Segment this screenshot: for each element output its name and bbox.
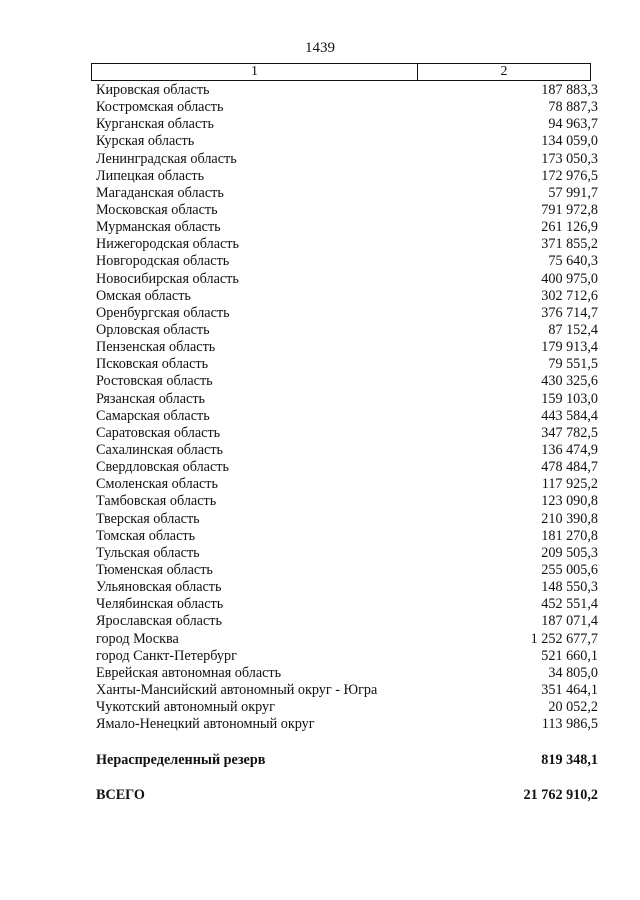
region-name: Томская область	[96, 527, 196, 544]
region-value: 1 252 677,7	[530, 630, 598, 647]
region-name: Ханты-Мансийский автономный округ - Югра	[96, 681, 378, 698]
column-header-1: 1	[92, 64, 418, 80]
region-name: Оренбургская область	[96, 304, 230, 321]
region-name: Ульяновская область	[96, 579, 222, 596]
region-name: Тюменская область	[96, 561, 213, 578]
page-number: 1439	[305, 40, 335, 56]
table-row	[0, 116, 640, 133]
reserve-label: Нераспределенный резерв	[96, 752, 266, 768]
table-row	[0, 271, 640, 288]
region-value: 79 551,5	[548, 356, 598, 373]
region-value: 347 782,5	[541, 424, 598, 441]
region-value: 452 551,4	[541, 596, 598, 613]
region-value: 172 976,5	[541, 167, 598, 184]
region-name: Ростовская область	[96, 373, 213, 390]
region-name: Новосибирская область	[96, 270, 239, 287]
region-name: Чукотский автономный округ	[96, 699, 275, 716]
total-row	[0, 785, 640, 805]
table-row	[0, 168, 640, 185]
region-value: 255 005,6	[541, 561, 598, 578]
region-value: 148 550,3	[541, 579, 598, 596]
region-value: 117 925,2	[541, 476, 598, 493]
table-row	[0, 185, 640, 202]
table-header	[91, 63, 591, 81]
region-value: 159 103,0	[541, 390, 598, 407]
region-value: 187 071,4	[541, 613, 598, 630]
table-row	[0, 493, 640, 510]
region-name: Сахалинская область	[96, 441, 224, 458]
region-value: 443 584,4	[541, 407, 598, 424]
region-value: 173 050,3	[541, 150, 598, 167]
region-name: Тамбовская область	[96, 493, 217, 510]
table-row	[0, 82, 640, 99]
table-row	[0, 133, 640, 150]
table-row	[0, 339, 640, 356]
table-row	[0, 305, 640, 322]
total-value: 21 762 910,2	[523, 787, 598, 803]
region-name: Самарская область	[96, 407, 210, 424]
column-header-2: 2	[500, 64, 508, 79]
region-name: Ленинградская область	[96, 150, 237, 167]
table-row	[0, 99, 640, 116]
region-value: 181 270,8	[541, 527, 598, 544]
table-row	[0, 476, 640, 493]
region-value: 94 963,7	[548, 116, 598, 133]
region-name: Тульская область	[96, 544, 200, 561]
table-row	[0, 373, 640, 390]
region-value: 351 464,1	[541, 681, 598, 698]
table-row	[0, 442, 640, 459]
region-name: Свердловская область	[96, 459, 229, 476]
table-row	[0, 202, 640, 219]
region-name: Курская область	[96, 133, 195, 150]
region-value: 210 390,8	[541, 510, 598, 527]
region-value: 261 126,9	[541, 219, 598, 236]
region-value: 113 986,5	[541, 716, 598, 733]
region-name: Костромская область	[96, 99, 224, 116]
region-value: 134 059,0	[541, 133, 598, 150]
table-body	[0, 82, 640, 733]
region-value: 34 805,0	[548, 664, 598, 681]
region-name: Псковская область	[96, 356, 209, 373]
region-name: Саратовская область	[96, 424, 221, 441]
region-value: 57 991,7	[548, 184, 598, 201]
region-value: 430 325,6	[541, 373, 598, 390]
reserve-row	[0, 750, 640, 770]
table-row	[0, 699, 640, 716]
table-row	[0, 408, 640, 425]
reserve-value: 819 348,1	[541, 752, 598, 768]
region-name: Омская область	[96, 287, 191, 304]
table-row	[0, 322, 640, 339]
table-row	[0, 631, 640, 648]
total-label: ВСЕГО	[96, 787, 145, 803]
table-row	[0, 391, 640, 408]
table-row	[0, 151, 640, 168]
table-row	[0, 253, 640, 270]
region-name: Челябинская область	[96, 596, 224, 613]
table-row	[0, 579, 640, 596]
region-value: 136 474,9	[541, 441, 598, 458]
region-name: Смоленская область	[96, 476, 218, 493]
region-name: Нижегородская область	[96, 236, 239, 253]
table-row	[0, 236, 640, 253]
region-name: Тверская область	[96, 510, 200, 527]
region-name: город Москва	[96, 630, 179, 647]
region-value: 400 975,0	[541, 270, 598, 287]
region-value: 302 712,6	[541, 287, 598, 304]
table-row	[0, 219, 640, 236]
region-value: 87 152,4	[548, 321, 598, 338]
region-value: 376 714,7	[541, 304, 598, 321]
table-row	[0, 288, 640, 305]
region-name: Мурманская область	[96, 219, 221, 236]
region-value: 478 484,7	[541, 459, 598, 476]
table-row	[0, 425, 640, 442]
table-row	[0, 562, 640, 579]
region-value: 791 972,8	[541, 201, 598, 218]
table-row	[0, 648, 640, 665]
region-name: Магаданская область	[96, 184, 224, 201]
region-value: 521 660,1	[541, 647, 598, 664]
region-name: Московская область	[96, 201, 218, 218]
region-name: Орловская область	[96, 321, 210, 338]
region-name: Липецкая область	[96, 167, 205, 184]
region-value: 179 913,4	[541, 339, 598, 356]
region-name: Новгородская область	[96, 253, 230, 270]
table-row	[0, 511, 640, 528]
table-row	[0, 528, 640, 545]
region-value: 371 855,2	[541, 236, 598, 253]
table-row	[0, 665, 640, 682]
region-value: 20 052,2	[548, 699, 598, 716]
region-name: Курганская область	[96, 116, 214, 133]
table-row	[0, 459, 640, 476]
table-row	[0, 613, 640, 630]
table-row	[0, 545, 640, 562]
region-name: Еврейская автономная область	[96, 664, 282, 681]
region-name: Пензенская область	[96, 339, 216, 356]
region-value: 75 640,3	[548, 253, 598, 270]
region-value: 209 505,3	[541, 544, 598, 561]
region-value: 187 883,3	[541, 82, 598, 98]
region-name: Кировская область	[96, 82, 210, 98]
table-row	[0, 716, 640, 733]
region-value: 78 887,3	[548, 99, 598, 116]
region-name: Ямало-Ненецкий автономный округ	[96, 716, 315, 733]
table-row	[0, 596, 640, 613]
table-row	[0, 356, 640, 373]
region-name: Ярославская область	[96, 613, 222, 630]
region-value: 123 090,8	[541, 493, 598, 510]
region-name: Рязанская область	[96, 390, 206, 407]
table-row	[0, 682, 640, 699]
region-name: город Санкт-Петербург	[96, 647, 237, 664]
